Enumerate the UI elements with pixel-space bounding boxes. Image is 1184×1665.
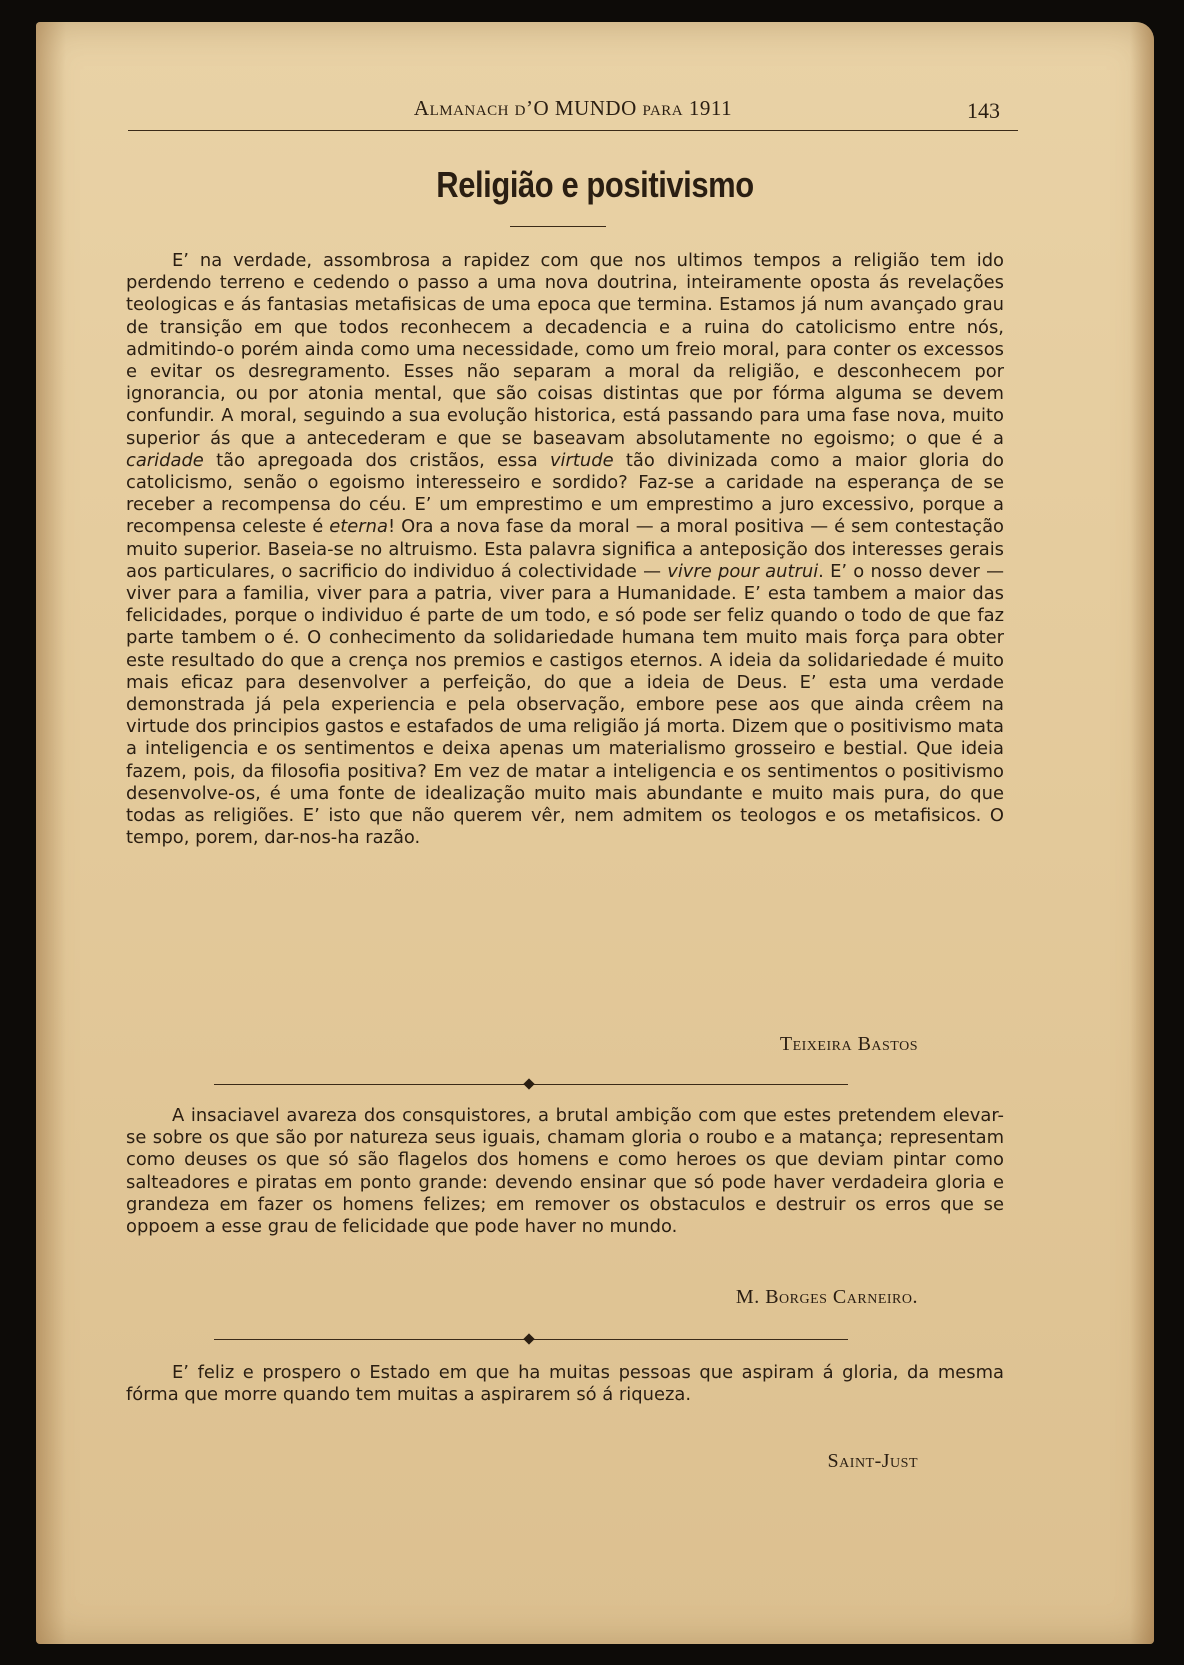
article-title: Religião e positivismo bbox=[436, 164, 754, 205]
running-header bbox=[128, 96, 1018, 131]
article-body-part-2: tão apregoada dos cristãos, essa bbox=[203, 449, 550, 471]
diamond-ornament-icon bbox=[523, 1078, 534, 1089]
title-rule bbox=[510, 226, 606, 227]
quote-borges-author: M. Borges Carneiro. bbox=[735, 1286, 918, 1308]
article-author: Teixeira Bastos bbox=[779, 1033, 918, 1055]
book-page bbox=[36, 22, 1154, 1644]
article-body-part-3: tão divinizada como a maior gloria do catolicismo, senão o egoismo interesseiro e sordido? Faz-se a caridade na esperança de se receber a recompensa do céu. E’ um emprestimo e um emprestimo a juro excessivo, porque a recompensa celeste é bbox=[126, 449, 1004, 538]
emphasis-caridade: caridade bbox=[126, 449, 204, 471]
article-body-part-5: . E’ o nosso dever — viver para a familia, viver para a patria, viver para a Humanidade. E’ esta tambem a maior das felicidades, porque o individuo é parte de um todo, e só pode ser feliz quando o todo de que faz parte tambem o é. O conhecimento da solidariedade humana tem muito mais força para obter este resultado do que a crença nos premios e castigos eternos. A ideia da solidariedade é muito mais eficaz para desenvolver a perfeição, do que a ideia de Deus. E’ esta uma verdade demonstrada já pela experiencia e pela observação, embore pese aos que ainda crêem na virtude dos principios gastos e estafados de uma religião já morta. Dizem que o positivismo mata a inteligencia e os sentimentos e deixa apenas um materialismo grosseiro e bestial. Que ideia fazem, pois, da filosofia positiva? Em vez de matar a inteligencia e os sentimentos o positivismo desenvolve-os, é uma fonte de idealização muito mais abundante e muito mais pura, do que todas as religiões. E’ isto que não querem vêr, nem admitem os teologos e os metafisicos. O tempo, porem, dar-nos-ha razão. bbox=[126, 560, 1004, 849]
running-title: Almanach d’O MUNDO para 1911 bbox=[413, 96, 733, 120]
emphasis-virtude: virtude bbox=[549, 449, 614, 471]
emphasis-eterna: eterna bbox=[329, 516, 388, 538]
article-body-part-4: ! Ora a nova fase da moral — a moral positiva — é sem contestação muito superior. Baseia-se no altruismo. Esta palavra significa a anteposição dos interesses gerais aos particulares, o sacrificio do individuo á colectividade — bbox=[126, 516, 1005, 582]
article-body-part-1: E’ na verdade, assombrosa a rapidez com que nos ultimos tempos a religião tem ido perdendo terreno e cedendo o passo a uma nova doutrina, inteiramente oposta ás revelações teologicas e ás fantasias metafisicas de uma epoca que termina. Estamos já num avançado grau de transição em que todos reconhecem a decadencia e a ruina do catolicismo entre nós, admitindo-o porém ainda como uma necessidade, como um freio moral, para conter os excessos e evitar os desregramento. Esses não separam a moral da religião, e desconhecem por ignorancia, ou por atonia mental, que são coisas distintas que por fórma alguma se devem confundir. A moral, seguindo a sua evolução historica, está passando para uma fase nova, muito superior ás que a antecederam e que se baseavam absolutamente no egoismo; o que é a bbox=[126, 250, 1004, 449]
page-number: 143 bbox=[967, 98, 1000, 123]
ornamental-divider bbox=[214, 1334, 848, 1346]
quote-saint-just-author: Saint-Just bbox=[827, 1450, 918, 1472]
article-body bbox=[126, 250, 1004, 849]
ornamental-divider bbox=[214, 1079, 848, 1091]
emphasis-vivre-pour-autrui: vivre pour autrui bbox=[667, 560, 819, 582]
diamond-ornament-icon bbox=[523, 1333, 534, 1344]
quote-borges-carneiro: A insaciavel avareza dos consquistores, a brutal ambição com que estes pretendem elevar-se sobre os que são por natureza seus iguais, chamam gloria o roubo e a matança; representam como deuses os que só são flagelos dos homens e como heroes os que deviam pintar como salteadores e piratas em ponto grande: devendo ensinar que só pode haver verdadeira gloria e grandeza em fazer os homens felizes; em remover os obstaculos e destruir os erros que se oppoem a esse grau de felicidade que pode haver no mundo. bbox=[126, 1105, 1004, 1238]
quote-saint-just: E’ feliz e prospero o Estado em que ha muitas pessoas que aspiram á gloria, da mesma fórma que morre quando tem muitas a aspirarem só á riqueza. bbox=[126, 1362, 1004, 1406]
